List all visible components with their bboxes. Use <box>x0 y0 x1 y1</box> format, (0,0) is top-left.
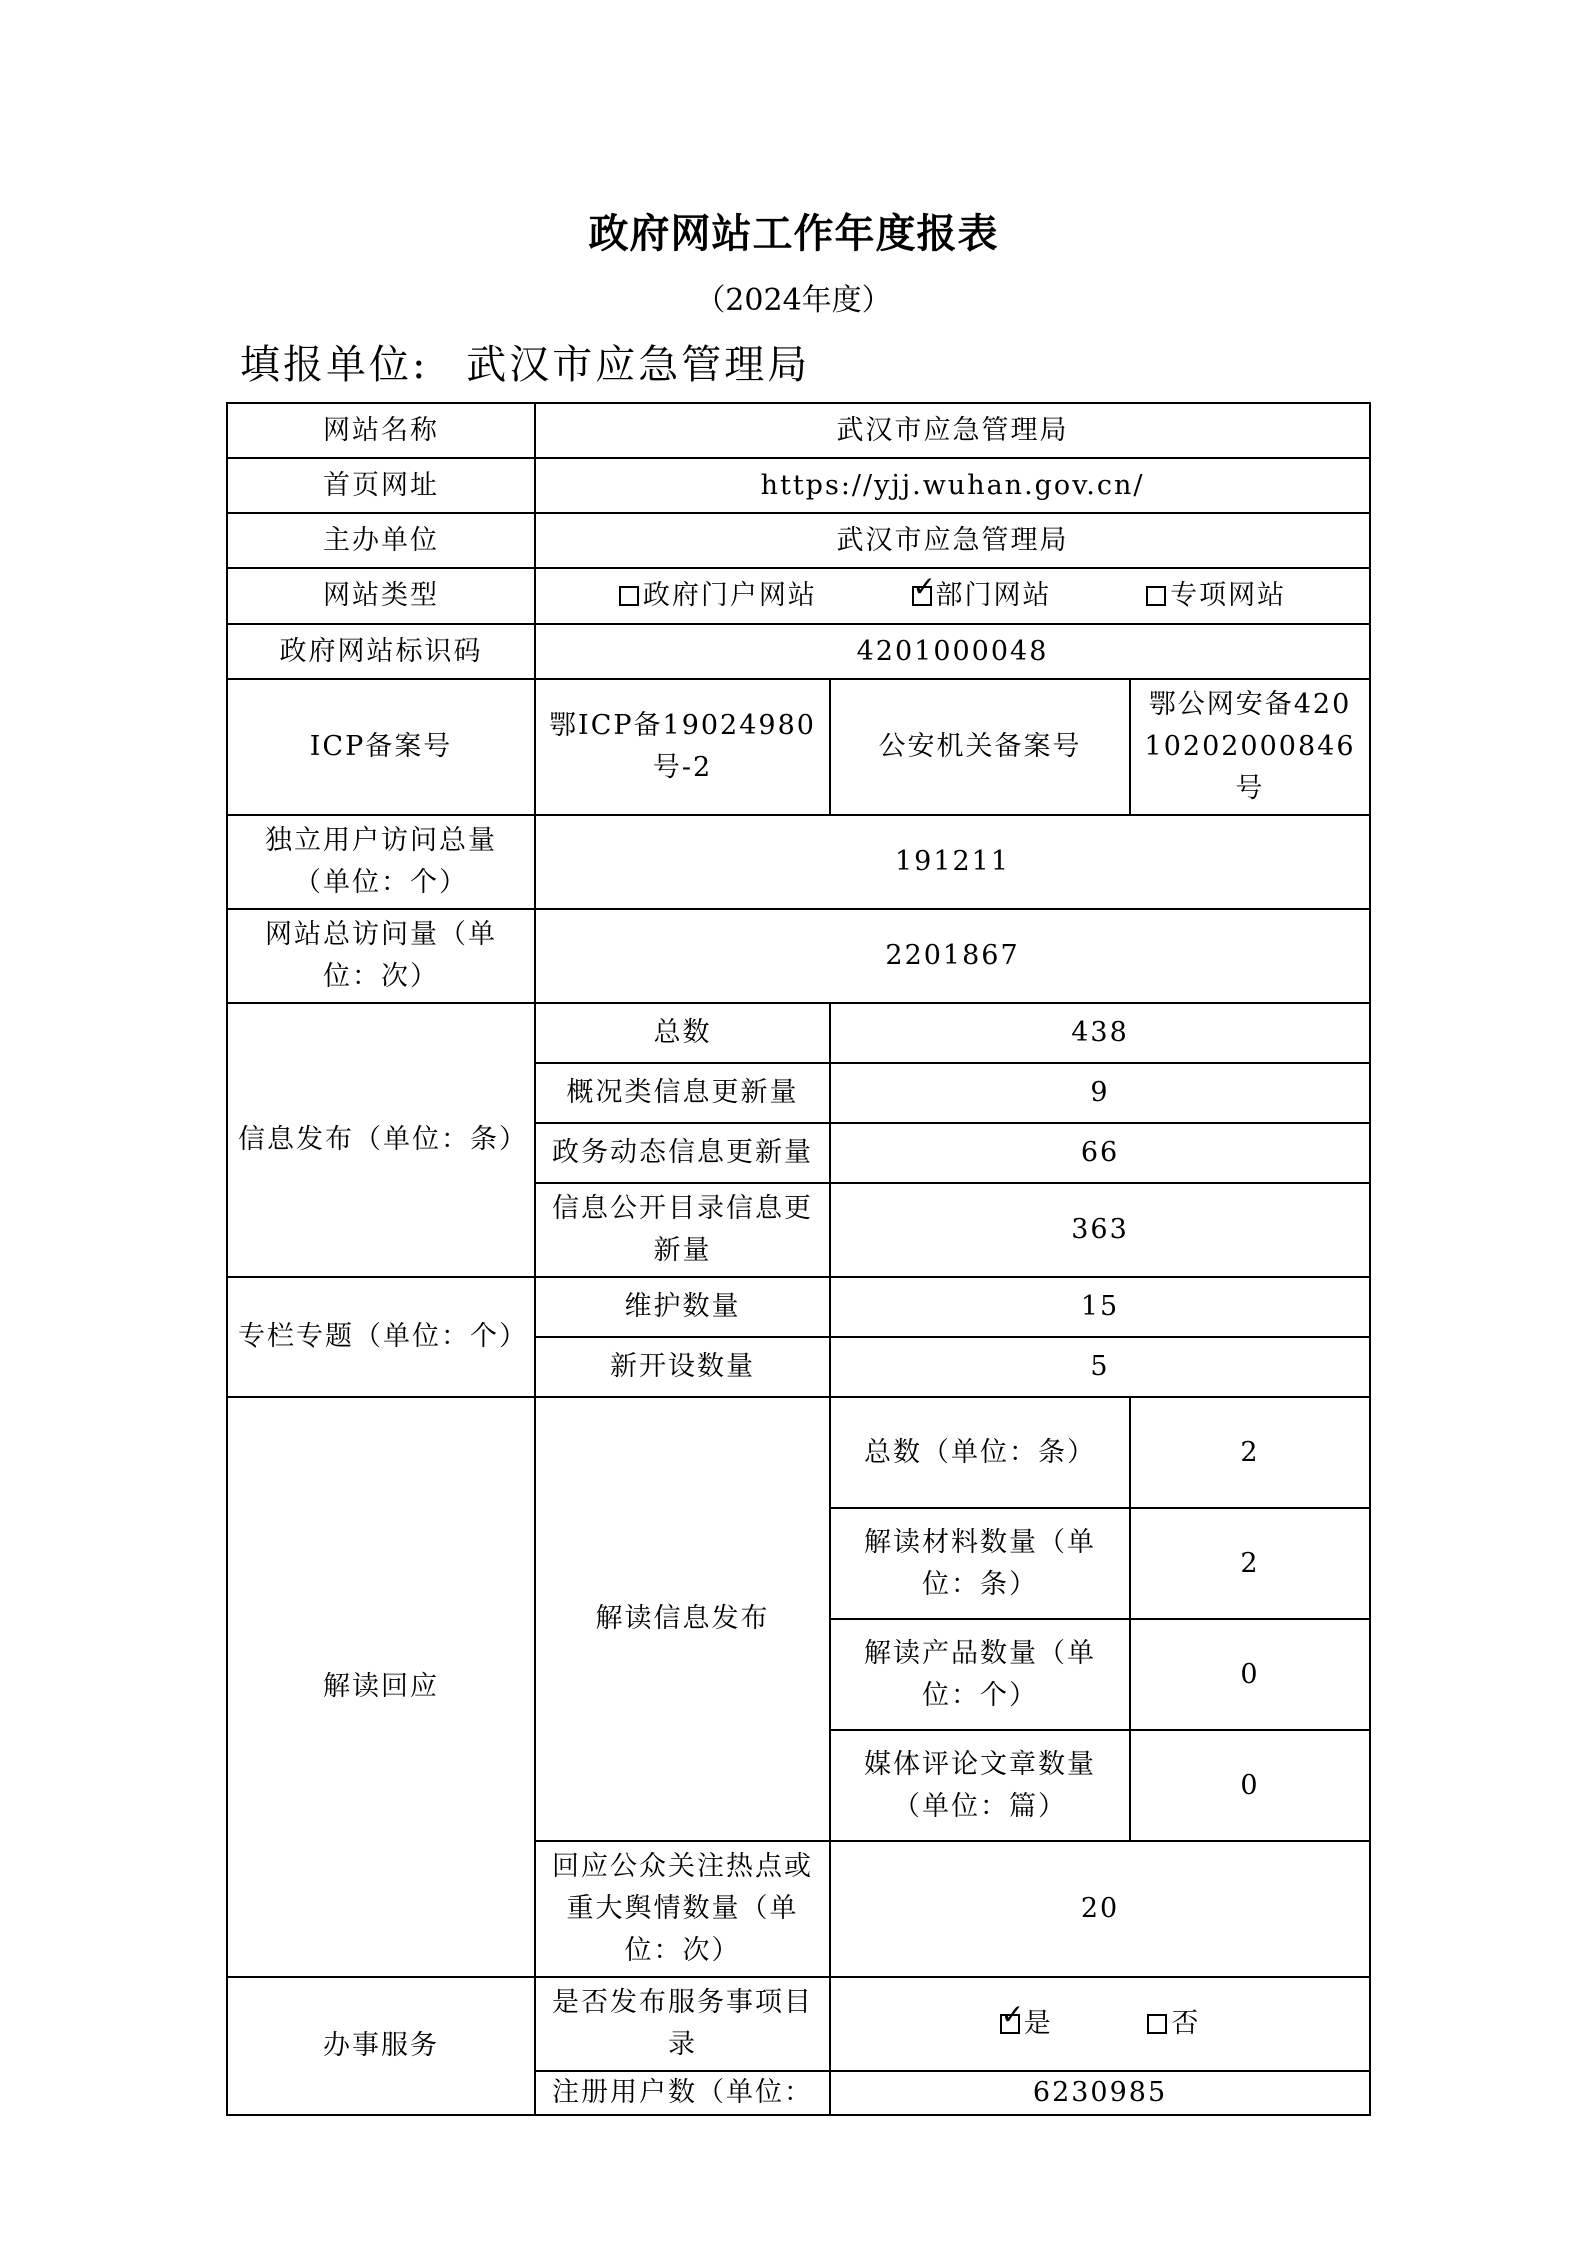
site-type-option-portal[interactable] <box>619 575 817 617</box>
checked-box-icon <box>1000 2014 1020 2034</box>
interpretation-item-label: 总数（单位：条） <box>830 1397 1130 1508</box>
site-type-label: 网站类型 <box>227 568 535 624</box>
unique-visitors-value: 191211 <box>535 815 1370 909</box>
unchecked-box-icon <box>1146 586 1166 606</box>
police-record-value: 鄂公网安备42010202000846号 <box>1130 679 1370 815</box>
police-record-label: 公安机关备案号 <box>830 679 1130 815</box>
unchecked-box-icon <box>1147 2014 1167 2034</box>
interpretation-release-label: 解读信息发布 <box>535 1397 830 1841</box>
option-label: 是 <box>1023 2008 1053 2039</box>
info-release-item-label: 信息公开目录信息更新量 <box>535 1183 830 1277</box>
row-host-unit <box>227 513 1370 568</box>
row-interpretation <box>227 1397 1370 1508</box>
filing-unit-label: 填报单位: <box>240 342 429 388</box>
report-year: （2024年度） <box>695 283 892 318</box>
option-label: 政府门户网站 <box>642 580 817 611</box>
host-unit-label: 主办单位 <box>227 513 535 568</box>
info-release-item-label: 总数 <box>535 1003 830 1063</box>
row-info-release <box>227 1003 1370 1063</box>
option-label: 否 <box>1171 2008 1201 2039</box>
interpretation-item-value: 2 <box>1130 1508 1370 1619</box>
service-catalog-label: 是否发布服务事项目录 <box>535 1977 830 2071</box>
site-name-label: 网站名称 <box>227 403 535 458</box>
row-services <box>227 1977 1370 2071</box>
total-visits-value: 2201867 <box>535 909 1370 1003</box>
row-unique-visitors <box>227 815 1370 909</box>
interpretation-item-label: 媒体评论文章数量（单位：篇） <box>830 1730 1130 1841</box>
columns-item-value: 5 <box>830 1337 1370 1397</box>
columns-item-value: 15 <box>830 1277 1370 1337</box>
filing-unit <box>240 333 810 390</box>
service-catalog-options <box>830 1977 1370 2071</box>
site-type-option-special[interactable] <box>1146 575 1286 617</box>
interpretation-item-label: 解读产品数量（单位：个） <box>830 1619 1130 1730</box>
columns-item-label: 新开设数量 <box>535 1337 830 1397</box>
registered-users-label: 注册用户数（单位： <box>535 2071 830 2115</box>
option-label: 专项网站 <box>1170 580 1287 611</box>
info-release-item-label: 政务动态信息更新量 <box>535 1123 830 1183</box>
site-id-code-label: 政府网站标识码 <box>227 624 535 679</box>
interpretation-label: 解读回应 <box>227 1397 535 1977</box>
info-release-label: 信息发布（单位：条） <box>227 1003 535 1277</box>
info-release-item-label: 概况类信息更新量 <box>535 1063 830 1123</box>
catalog-option-no[interactable] <box>1147 2003 1200 2045</box>
site-type-options <box>535 568 1370 624</box>
row-total-visits <box>227 909 1370 1003</box>
site-id-code-value: 4201000048 <box>535 624 1370 679</box>
report-table <box>226 402 1371 2116</box>
site-type-option-department[interactable] <box>912 575 1052 617</box>
response-value: 20 <box>830 1841 1370 1977</box>
host-unit-value: 武汉市应急管理局 <box>535 513 1370 568</box>
services-label: 办事服务 <box>227 1977 535 2115</box>
info-release-item-value: 9 <box>830 1063 1370 1123</box>
row-site-type <box>227 568 1370 624</box>
row-site-id-code <box>227 624 1370 679</box>
columns-label: 专栏专题（单位：个） <box>227 1277 535 1397</box>
unique-visitors-label: 独立用户访问总量（单位：个） <box>227 815 535 909</box>
filing-unit-value: 武汉市应急管理局 <box>466 342 811 388</box>
homepage-url-value: https://yjj.wuhan.gov.cn/ <box>535 458 1370 513</box>
homepage-url-label: 首页网址 <box>227 458 535 513</box>
site-name-value: 武汉市应急管理局 <box>535 403 1370 458</box>
registered-users-value: 6230985 <box>830 2071 1370 2115</box>
info-release-item-value: 438 <box>830 1003 1370 1063</box>
row-homepage-url <box>227 458 1370 513</box>
catalog-option-yes[interactable] <box>1000 2003 1053 2045</box>
report-title: 政府网站工作年度报表 <box>588 210 999 257</box>
unchecked-box-icon <box>619 586 639 606</box>
interpretation-item-value: 0 <box>1130 1730 1370 1841</box>
columns-item-label: 维护数量 <box>535 1277 830 1337</box>
interpretation-item-value: 0 <box>1130 1619 1370 1730</box>
row-icp <box>227 679 1370 815</box>
row-columns <box>227 1277 1370 1337</box>
icp-label: ICP备案号 <box>227 679 535 815</box>
icp-value: 鄂ICP备19024980号-2 <box>535 679 830 815</box>
interpretation-item-label: 解读材料数量（单位：条） <box>830 1508 1130 1619</box>
checked-box-icon <box>912 586 932 606</box>
info-release-item-value: 66 <box>830 1123 1370 1183</box>
info-release-item-value: 363 <box>830 1183 1370 1277</box>
row-site-name <box>227 403 1370 458</box>
total-visits-label: 网站总访问量（单位：次） <box>227 909 535 1003</box>
interpretation-item-value: 2 <box>1130 1397 1370 1508</box>
option-label: 部门网站 <box>935 580 1052 611</box>
response-label: 回应公众关注热点或重大舆情数量（单位：次） <box>535 1841 830 1977</box>
